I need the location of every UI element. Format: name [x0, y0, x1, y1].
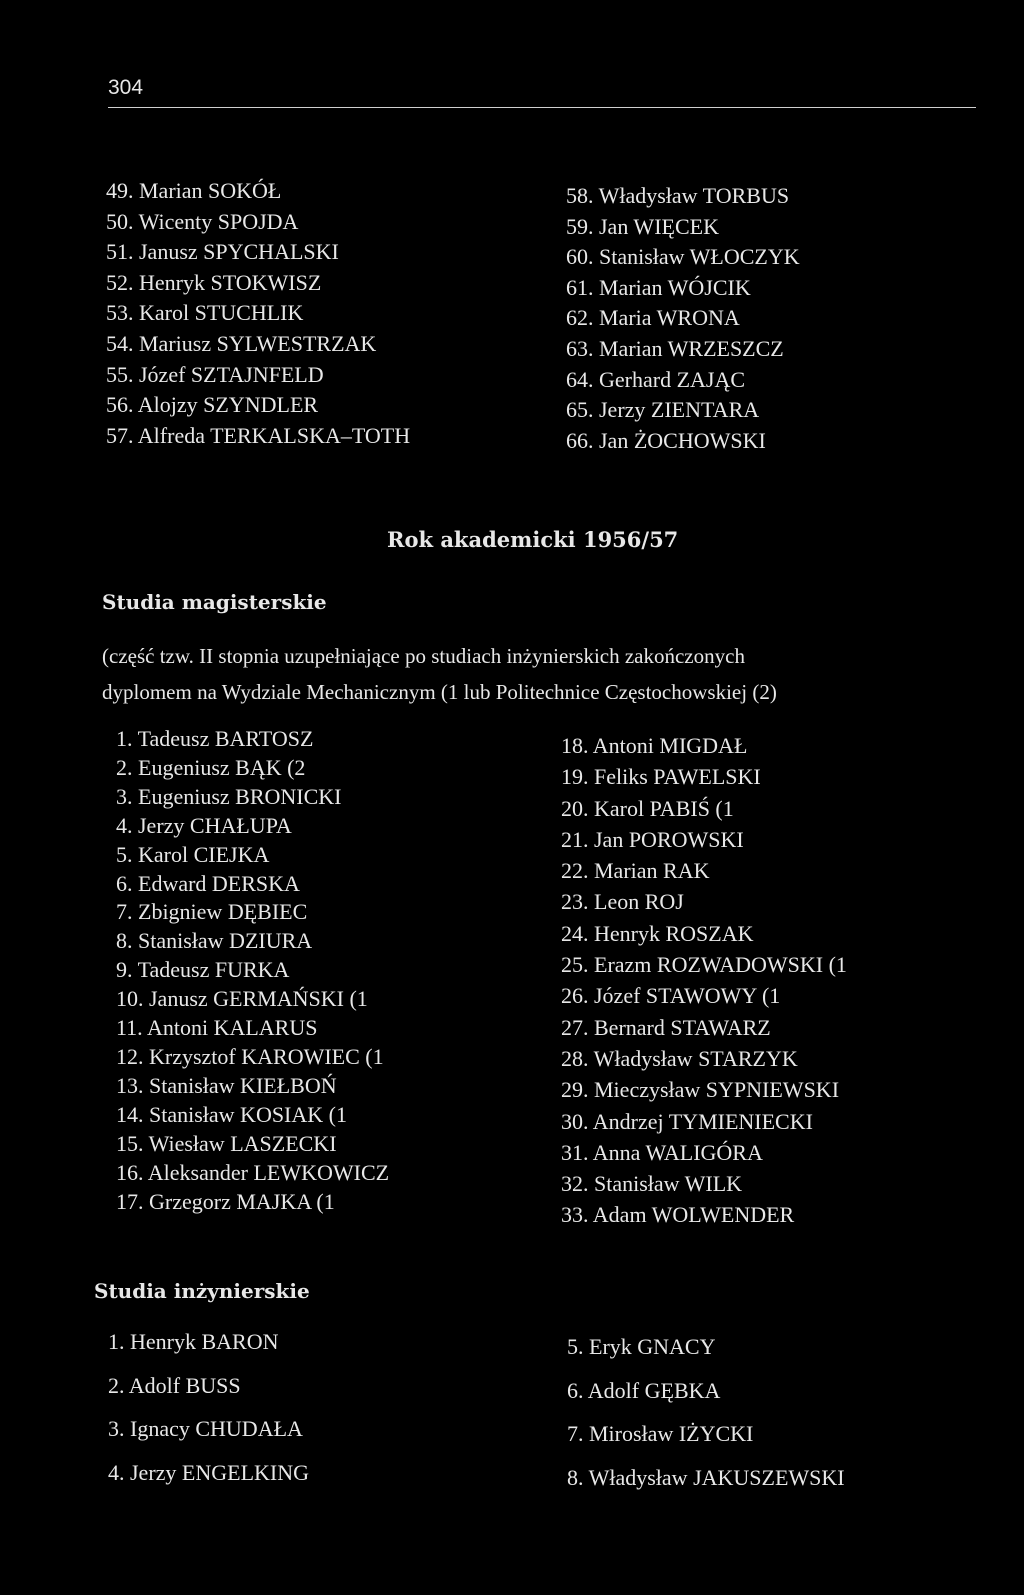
- list-item: 51. Janusz SPYCHALSKI: [106, 239, 339, 265]
- list-item: 6. Edward DERSKA: [116, 870, 300, 896]
- list-item: 64. Gerhard ZAJĄC: [566, 366, 746, 392]
- previous-list-right: [566, 181, 800, 456]
- list-item: 15. Wiesław LASZECKI: [116, 1130, 337, 1156]
- header-rule: [108, 107, 976, 108]
- list-item: 33. Adam WOLWENDER: [561, 1202, 795, 1228]
- masters-note: [102, 638, 982, 710]
- list-item: 59. Jan WIĘCEK: [566, 213, 719, 239]
- list-item: 31. Anna WALIGÓRA: [561, 1139, 763, 1165]
- list-item: 61. Marian WÓJCIK: [566, 274, 751, 300]
- list-item: 30. Andrzej TYMIENIECKI: [561, 1108, 813, 1134]
- list-item: 9. Tadeusz FURKA: [116, 957, 290, 983]
- list-item: 23. Leon ROJ: [561, 889, 684, 915]
- list-item: 60. Stanisław WŁOCZYK: [566, 244, 800, 270]
- list-item: 8. Stanisław DZIURA: [116, 928, 313, 954]
- list-item: 26. Józef STAWOWY (1: [561, 983, 781, 1009]
- list-item: 54. Mariusz SYLWESTRZAK: [106, 330, 377, 356]
- list-item: 2. Eugeniusz BĄK (2: [116, 754, 306, 780]
- list-item: 49. Marian SOKÓŁ: [106, 178, 282, 203]
- list-item: 52. Henryk STOKWISZ: [106, 269, 322, 295]
- list-item: 16. Aleksander LEWKOWICZ: [116, 1159, 390, 1185]
- masters-list-left: [116, 725, 389, 1216]
- list-item: 53. Karol STUCHLIK: [106, 300, 304, 326]
- list-item: 19. Feliks PAWELSKI: [561, 764, 761, 790]
- list-item: 1. Tadeusz BARTOSZ: [116, 726, 314, 751]
- list-item: 11. Antoni KALARUS: [116, 1015, 318, 1041]
- list-item: 29. Mieczysław SYPNIEWSKI: [561, 1077, 840, 1103]
- list-item: 22. Marian RAK: [561, 858, 710, 884]
- previous-list-left: [106, 176, 410, 451]
- section-title: Rok akademicki 1956/57: [387, 527, 679, 552]
- list-item: 10. Janusz GERMAŃSKI (1: [116, 986, 368, 1012]
- list-item: 3. Eugeniusz BRONICKI: [116, 783, 342, 809]
- list-item: 63. Marian WRZESZCZ: [566, 335, 784, 361]
- list-item: 65. Jerzy ZIENTARA: [566, 397, 760, 423]
- list-item: 62. Maria WRONA: [566, 305, 740, 331]
- list-item: 7. Mirosław IŻYCKI: [567, 1421, 754, 1446]
- list-item: 4. Jerzy CHAŁUPA: [116, 812, 292, 838]
- list-item: 12. Krzysztof KAROWIEC (1: [116, 1043, 384, 1069]
- list-item: 56. Alojzy SZYNDLER: [106, 392, 319, 418]
- page-number: 304: [108, 76, 144, 99]
- list-item: 5. Karol CIEJKA: [116, 841, 270, 867]
- list-item: 25. Erazm ROZWADOWSKI (1: [561, 952, 847, 978]
- list-item: 32. Stanisław WILK: [561, 1171, 743, 1197]
- list-item: 24. Henryk ROSZAK: [561, 920, 754, 946]
- masters-note-line-2: dyplomem na Wydziale Mechanicznym (1 lub Politechnice Częstochowskiej (2): [102, 680, 777, 704]
- list-item: 66. Jan ŻOCHOWSKI: [566, 427, 766, 453]
- list-item: 27. Bernard STAWARZ: [561, 1014, 771, 1040]
- list-item: 4. Jerzy ENGELKING: [108, 1459, 309, 1485]
- list-item: 2. Adolf BUSS: [108, 1372, 241, 1398]
- engineering-list-left: [108, 1320, 309, 1494]
- list-item: 28. Władysław STARZYK: [561, 1045, 798, 1071]
- list-item: 58. Władysław TORBUS: [566, 183, 790, 208]
- list-item: 21. Jan POROWSKI: [561, 826, 744, 852]
- engineering-list-right: [567, 1325, 845, 1499]
- list-item: 55. Józef SZTAJNFELD: [106, 361, 324, 387]
- list-item: 18. Antoni MIGDAŁ: [561, 733, 748, 758]
- list-item: 7. Zbigniew DĘBIEC: [116, 899, 308, 925]
- list-item: 6. Adolf GĘBKA: [567, 1377, 721, 1403]
- list-item: 17. Grzegorz MAJKA (1: [116, 1188, 335, 1214]
- list-item: 57. Alfreda TERKALSKA–TOTH: [106, 422, 411, 448]
- list-item: 3. Ignacy CHUDAŁA: [108, 1416, 303, 1441]
- engineering-heading: Studia inżynierskie: [94, 1279, 310, 1303]
- masters-heading: Studia magisterskie: [102, 590, 327, 614]
- list-item: 13. Stanisław KIEŁBOŃ: [116, 1072, 337, 1098]
- list-item: 8. Władysław JAKUSZEWSKI: [567, 1464, 845, 1490]
- masters-note-line-1: (część tzw. II stopnia uzupełniające po studiach inżynierskich zakończonych: [102, 644, 745, 668]
- masters-list-right: [561, 730, 847, 1231]
- list-item: 14. Stanisław KOSIAK (1: [116, 1101, 347, 1127]
- list-item: 1. Henryk BARON: [108, 1329, 279, 1354]
- list-item: 20. Karol PABIŚ (1: [561, 795, 734, 821]
- list-item: 50. Wicenty SPOJDA: [106, 208, 299, 234]
- list-item: 5. Eryk GNACY: [567, 1334, 716, 1359]
